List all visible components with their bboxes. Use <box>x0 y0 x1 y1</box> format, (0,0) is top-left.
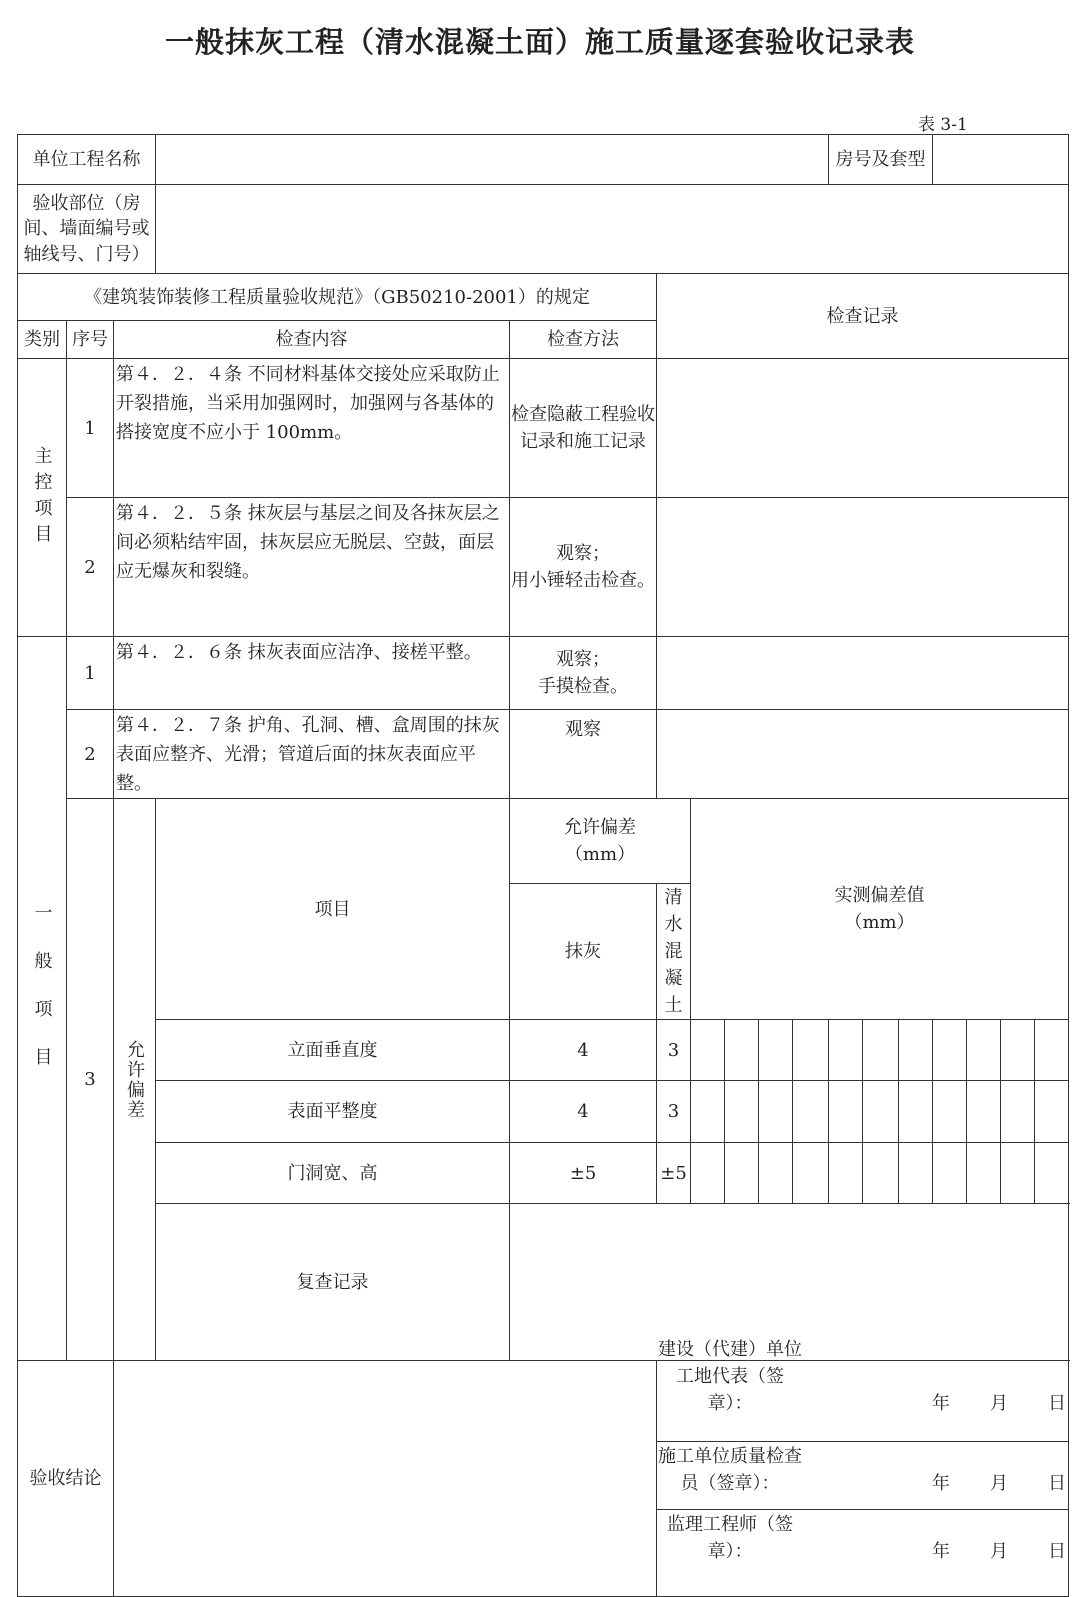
general-item-1-record[interactable] <box>657 637 1069 710</box>
main-item-2-seq: 2 <box>67 498 114 637</box>
measure-cell[interactable] <box>1035 1143 1069 1204</box>
measure-cell[interactable] <box>863 1081 899 1143</box>
measure-cell[interactable] <box>725 1143 759 1204</box>
supervisor-day-label: 日 <box>1048 1541 1067 1563</box>
measure-cell[interactable] <box>899 1081 933 1143</box>
main-item-1-method: 检查隐蔽工程验收记录和施工记录 <box>510 359 657 498</box>
general-item-1-method <box>510 637 657 710</box>
measure-cell[interactable] <box>829 1081 863 1143</box>
measured-header-line1: 实测偏差值 <box>834 885 925 907</box>
general-item-1-method-line2: 手摸检查。 <box>538 676 629 697</box>
tolerance-row-1-concrete: 3 <box>657 1020 691 1081</box>
measure-cell[interactable] <box>899 1020 933 1081</box>
measure-cell[interactable] <box>691 1143 725 1204</box>
measure-cell[interactable] <box>933 1143 967 1204</box>
inspection-form-table <box>17 134 1069 1597</box>
measure-cell[interactable] <box>759 1081 793 1143</box>
tolerance-row <box>18 1020 1069 1081</box>
table-number: 表 3-1 <box>918 115 968 135</box>
measure-cell[interactable] <box>933 1020 967 1081</box>
signature-row-owner <box>657 1339 1068 1429</box>
measure-cell[interactable] <box>863 1020 899 1081</box>
tolerance-row-2-item: 表面平整度 <box>156 1081 510 1143</box>
general-item-2-record[interactable] <box>657 710 1069 799</box>
conclusion-label: 验收结论 <box>18 1361 114 1597</box>
main-control-text: 主控项目 <box>31 445 53 550</box>
measure-cell[interactable] <box>691 1081 725 1143</box>
signature-row-supervisor <box>657 1509 1068 1577</box>
measure-cell[interactable] <box>1001 1020 1035 1081</box>
tolerance-item-header: 项目 <box>156 799 510 1020</box>
supervisor-label: 监理工程师（签章）： <box>667 1514 794 1563</box>
contractor-day-label: 日 <box>1048 1473 1067 1495</box>
measure-cell[interactable] <box>967 1081 1001 1143</box>
measure-cell[interactable] <box>1001 1143 1035 1204</box>
main-item-1-record[interactable] <box>657 359 1069 498</box>
conclusion-field[interactable] <box>114 1361 657 1597</box>
location-field[interactable] <box>156 185 1069 274</box>
tolerance-row-3-plaster: ±5 <box>510 1143 657 1204</box>
main-item-2-method-line2: 用小锤轻击检查。 <box>511 570 656 591</box>
plaster-header: 抹灰 <box>510 884 657 1020</box>
measure-cell[interactable] <box>967 1143 1001 1204</box>
main-item-1-seq: 1 <box>67 359 114 498</box>
measure-cell[interactable] <box>793 1143 829 1204</box>
measured-header-line2: （mm） <box>844 912 915 934</box>
unit-project-label: 单位工程名称 <box>18 135 156 185</box>
recheck-label: 复查记录 <box>156 1204 510 1361</box>
tolerance-row-2-plaster: 4 <box>510 1081 657 1143</box>
room-type-label: 房号及套型 <box>829 135 933 185</box>
tolerance-row <box>18 1143 1069 1204</box>
measure-cell[interactable] <box>793 1081 829 1143</box>
seq-header: 序号 <box>67 321 114 359</box>
measure-cell[interactable] <box>829 1020 863 1081</box>
main-item-1-content: 第４．２．４条 不同材料基体交接处应采取防止开裂措施，当采用加强网时，加强网与各基体的搭接宽度不应小于 100mm。 <box>114 359 510 498</box>
tolerance-allowed-header <box>510 799 691 884</box>
tolerance-row <box>18 1081 1069 1143</box>
owner-day-label: 日 <box>1048 1393 1067 1415</box>
measure-cell[interactable] <box>933 1081 967 1143</box>
general-item-2-seq: 2 <box>67 710 114 799</box>
general-label <box>18 637 67 1361</box>
general-item-1-content: 第４．２．６条 抹灰表面应洁净、接槎平整。 <box>114 637 510 710</box>
unit-project-field[interactable] <box>156 135 829 185</box>
tolerance-side-text: 允许偏差 <box>124 1039 145 1120</box>
method-header: 检查方法 <box>510 321 657 359</box>
main-item-2-method-line1: 观察； <box>556 543 611 564</box>
check-record-header: 检查记录 <box>657 274 1069 359</box>
measure-cell[interactable] <box>691 1020 725 1081</box>
general-item-1-method-line1: 观察； <box>556 649 611 670</box>
signature-block <box>657 1339 1068 1596</box>
owner-year-label: 年 <box>932 1393 951 1415</box>
room-type-field[interactable] <box>933 135 1069 185</box>
measure-cell[interactable] <box>1001 1081 1035 1143</box>
tolerance-row-2-concrete: 3 <box>657 1081 691 1143</box>
measure-cell[interactable] <box>793 1020 829 1081</box>
measure-cell[interactable] <box>1035 1020 1069 1081</box>
measure-cell[interactable] <box>725 1081 759 1143</box>
measured-header <box>691 799 1069 1020</box>
tolerance-allowed-header-line1: 允许偏差 <box>564 817 637 839</box>
measure-cell[interactable] <box>967 1020 1001 1081</box>
contractor-month-label: 月 <box>990 1473 1009 1495</box>
tolerance-seq: 3 <box>67 799 114 1361</box>
measure-cell[interactable] <box>863 1143 899 1204</box>
main-item-2-method <box>510 498 657 637</box>
main-control-label <box>18 359 67 637</box>
tolerance-row-3-item: 门洞宽、高 <box>156 1143 510 1204</box>
tolerance-allowed-header-line2: （mm） <box>564 844 636 866</box>
owner-month-label: 月 <box>990 1393 1009 1415</box>
measure-cell[interactable] <box>759 1143 793 1204</box>
general-text: 一般项目 <box>31 902 53 1095</box>
tolerance-row-1-plaster: 4 <box>510 1020 657 1081</box>
signature-area <box>657 1339 1069 1597</box>
standard-text: 《建筑装饰装修工程质量验收规范》（GB50210-2001）的规定 <box>18 274 657 321</box>
contractor-year-label: 年 <box>932 1473 951 1495</box>
measure-cell[interactable] <box>725 1020 759 1081</box>
signature-row-contractor <box>657 1441 1068 1509</box>
measure-cell[interactable] <box>829 1143 863 1204</box>
measure-cell[interactable] <box>1035 1081 1069 1143</box>
measure-cell[interactable] <box>899 1143 933 1204</box>
measure-cell[interactable] <box>759 1020 793 1081</box>
form-title: 一般抹灰工程（清水混凝土面）施工质量逐套验收记录表 <box>164 25 915 59</box>
tolerance-row-1-item: 立面垂直度 <box>156 1020 510 1081</box>
category-header: 类别 <box>18 321 67 359</box>
main-item-2-record[interactable] <box>657 498 1069 637</box>
tolerance-side-label <box>114 799 156 1361</box>
supervisor-year-label: 年 <box>932 1541 951 1563</box>
owner-rep-label: 建设（代建）单位工地代表（签章）： <box>658 1339 803 1415</box>
concrete-header: 清水混凝土 <box>657 884 691 1020</box>
location-label: 验收部位（房间、墙面编号或轴线号、门号） <box>18 185 156 274</box>
contractor-inspector-label: 施工单位质量检查员（签章）： <box>658 1446 803 1495</box>
general-item-2-content: 第４．２．７条 护角、孔洞、槽、盒周围的抹灰表面应整齐、光滑；管道后面的抹灰表面应平整。 <box>114 710 510 799</box>
content-header: 检查内容 <box>114 321 510 359</box>
general-item-1-seq: 1 <box>67 637 114 710</box>
main-item-2-content: 第４．２．５条 抹灰层与基层之间及各抹灰层之间必须粘结牢固，抹灰层应无脱层、空鼓，面层应无爆灰和裂缝。 <box>114 498 510 637</box>
general-item-2-method: 观察 <box>510 710 657 799</box>
tolerance-row-3-concrete: ±5 <box>657 1143 691 1204</box>
supervisor-month-label: 月 <box>990 1541 1009 1563</box>
